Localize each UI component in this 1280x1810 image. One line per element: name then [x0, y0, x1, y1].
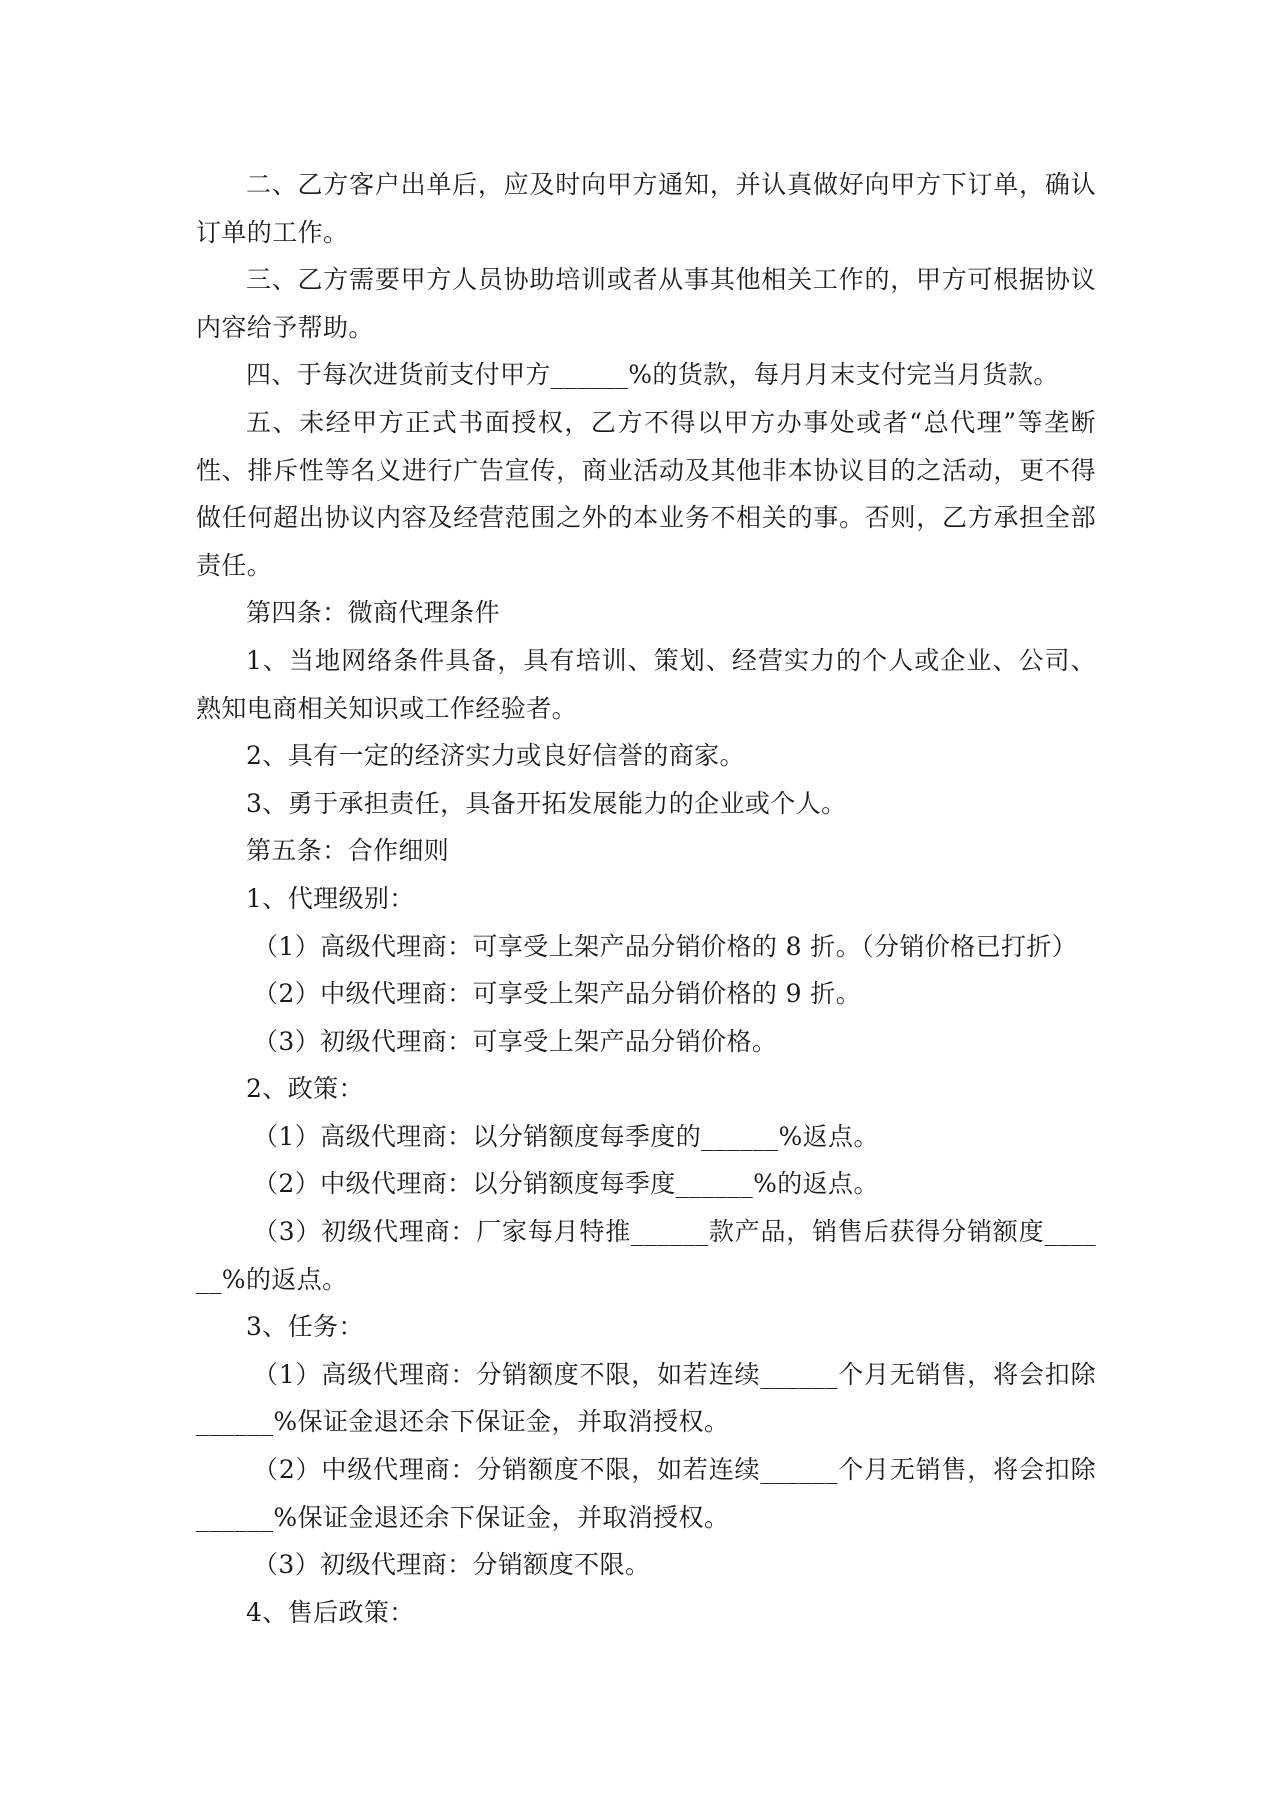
policy-middle: （2）中级代理商：以分销额度每季度______%的返点。: [253, 1169, 879, 1199]
section-after-sales: 4、售后政策：: [246, 1597, 415, 1627]
task-senior: （1）高级代理商：分销额度不限，如若连续______个月无销售，将会扣除______%保证金退还余下保证金，并取消授权。: [196, 1359, 1096, 1437]
level-middle: （2）中级代理商：可享受上架产品分销价格的 9 折。: [253, 979, 862, 1009]
condition-3: 3、勇于承担责任，具备开拓发展能力的企业或个人。: [246, 788, 847, 818]
section-policy: 2、政策：: [246, 1074, 364, 1104]
document-body: [196, 161, 1096, 1636]
clause-three: 三、乙方需要甲方人员协助培训或者从事其他相关工作的，甲方可根据协议内容给予帮助。: [196, 265, 1096, 342]
policy-senior: （1）高级代理商：以分销额度每季度的______%返点。: [253, 1121, 879, 1151]
article-four-heading: 第四条：微商代理条件: [246, 598, 501, 628]
task-middle: （2）中级代理商：分销额度不限，如若连续______个月无销售，将会扣除______%保证金退还余下保证金，并取消授权。: [196, 1455, 1096, 1532]
condition-2: 2、具有一定的经济实力或良好信誉的商家。: [246, 741, 745, 771]
section-agent-levels: 1、代理级别：: [246, 883, 415, 913]
task-junior: （3）初级代理商：分销额度不限。: [253, 1550, 651, 1580]
clause-five: 五、未经甲方正式书面授权，乙方不得以甲方办事处或者“总代理”等垄断性、排斥性等名义进行广告宣传，商业活动及其他非本协议目的之活动，更不得做任何超出协议内容及经营范围之外的本业务不相关的事。否则，乙方承担全部责任。: [196, 407, 1096, 580]
clause-two: 二、乙方客户出单后，应及时向甲方通知，并认真做好向甲方下订单，确认订单的工作。: [196, 170, 1096, 247]
clause-four: 四、于每次进货前支付甲方______%的货款，每月月末支付完当月货款。: [246, 360, 1059, 390]
section-tasks: 3、任务：: [246, 1312, 364, 1342]
level-junior: （3）初级代理商：可享受上架产品分销价格。: [253, 1026, 778, 1056]
policy-junior: （3）初级代理商：厂家每月特推______款产品，销售后获得分销额度______%的返点。: [196, 1217, 1096, 1294]
level-senior: （1）高级代理商：可享受上架产品分销价格的 8 折。（分销价格已打折）: [253, 931, 1078, 961]
condition-1: 1、当地网络条件具备，具有培训、策划、经营实力的个人或企业、公司、熟知电商相关知识或工作经验者。: [196, 645, 1096, 723]
article-five-heading: 第五条：合作细则: [246, 836, 450, 866]
